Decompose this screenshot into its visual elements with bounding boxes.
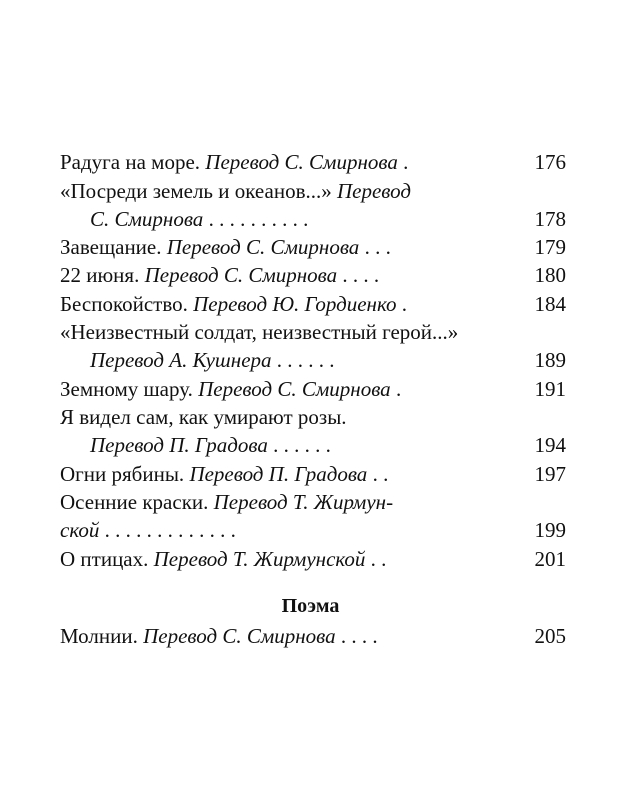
- entry-translator: Перевод Т. Жирмунской: [153, 547, 366, 571]
- toc-entry-continuation: [60, 516, 566, 544]
- entry-translator: Перевод С. Смирнова: [198, 377, 391, 401]
- entry-translator: Перевод: [336, 179, 411, 203]
- leader-dots: . .: [365, 547, 387, 571]
- entry-translator: Перевод П. Градова: [189, 462, 368, 486]
- entry-title: Молнии.: [60, 624, 138, 648]
- toc-entry: [60, 403, 566, 431]
- toc-entry: [60, 290, 566, 318]
- page-number: 194: [534, 433, 566, 457]
- leader-dots: . . . . . . . . . .: [203, 207, 309, 231]
- toc-entry: [60, 375, 566, 403]
- page-number: 178: [534, 207, 566, 231]
- leader-dots: . . .: [359, 235, 391, 259]
- leader-dots: . . . . . . . . . . . . .: [99, 518, 236, 542]
- page-number: 191: [534, 377, 566, 401]
- toc-entry: [60, 233, 566, 261]
- entry-translator: Перевод С. Смирнова: [144, 263, 338, 287]
- leader-dots: .: [397, 150, 409, 174]
- toc-entry: [60, 148, 566, 176]
- section-heading: Поэма: [281, 595, 340, 617]
- page-number: 189: [534, 348, 566, 372]
- toc-entry: [60, 318, 566, 346]
- entry-title: «Неизвестный солдат, неизвестный герой...»: [60, 320, 459, 344]
- page-number: 176: [534, 150, 566, 174]
- toc-entry: [60, 261, 566, 289]
- toc-entry-continuation: [90, 205, 566, 233]
- leader-dots: . . . . . .: [271, 348, 335, 372]
- page-number: 205: [534, 624, 566, 648]
- leader-dots: . . . . . .: [267, 433, 331, 457]
- entry-title: Я видел сам, как умирают розы.: [60, 405, 347, 429]
- toc-entry-continuation: [90, 346, 566, 374]
- entry-translator: Перевод Ю. Гордиенко: [193, 292, 397, 316]
- entry-title: Огни рябины.: [60, 462, 185, 486]
- page-number: 201: [534, 547, 566, 571]
- entry-title: «Посреди земель и океанов...»: [60, 179, 332, 203]
- entry-translator: Перевод С. Смирнова: [166, 235, 360, 259]
- entry-title: Радуга на море.: [60, 150, 201, 174]
- entry-title: Беспокойство.: [60, 292, 188, 316]
- entry-translator: Перевод А. Кушнера: [90, 348, 272, 372]
- toc-entry-continuation: [90, 431, 566, 459]
- leader-dots: .: [396, 292, 407, 316]
- page-number: 184: [534, 292, 566, 316]
- entry-title: Завещание.: [60, 235, 162, 259]
- toc-entry: [60, 177, 566, 205]
- toc-entry: [60, 460, 566, 488]
- leader-dots: . . . .: [335, 624, 378, 648]
- page-number: 199: [534, 518, 566, 542]
- toc-entry: [60, 488, 566, 516]
- entry-title: Земному шару.: [60, 377, 193, 401]
- page-number: 197: [534, 462, 566, 486]
- entry-title: 22 июня.: [60, 263, 140, 287]
- leader-dots: . .: [367, 462, 389, 486]
- leader-dots: .: [390, 377, 402, 401]
- entry-title: Осенние краски.: [60, 490, 209, 514]
- page-number: 179: [534, 235, 566, 259]
- leader-dots: . . . .: [337, 263, 380, 287]
- entry-title: О птицах.: [60, 547, 149, 571]
- page-number: 180: [534, 263, 566, 287]
- toc-entry: [60, 545, 566, 573]
- entry-translator: Перевод Т. Жирмун-: [213, 490, 394, 514]
- entry-translator: Перевод С. Смирнова: [205, 150, 398, 174]
- entry-translator: Перевод С. Смирнова: [143, 624, 336, 648]
- toc-entry: [60, 622, 566, 650]
- entry-translator: ской: [60, 518, 100, 542]
- entry-translator: Перевод П. Градова: [90, 433, 268, 457]
- entry-translator: С. Смирнова: [90, 207, 204, 231]
